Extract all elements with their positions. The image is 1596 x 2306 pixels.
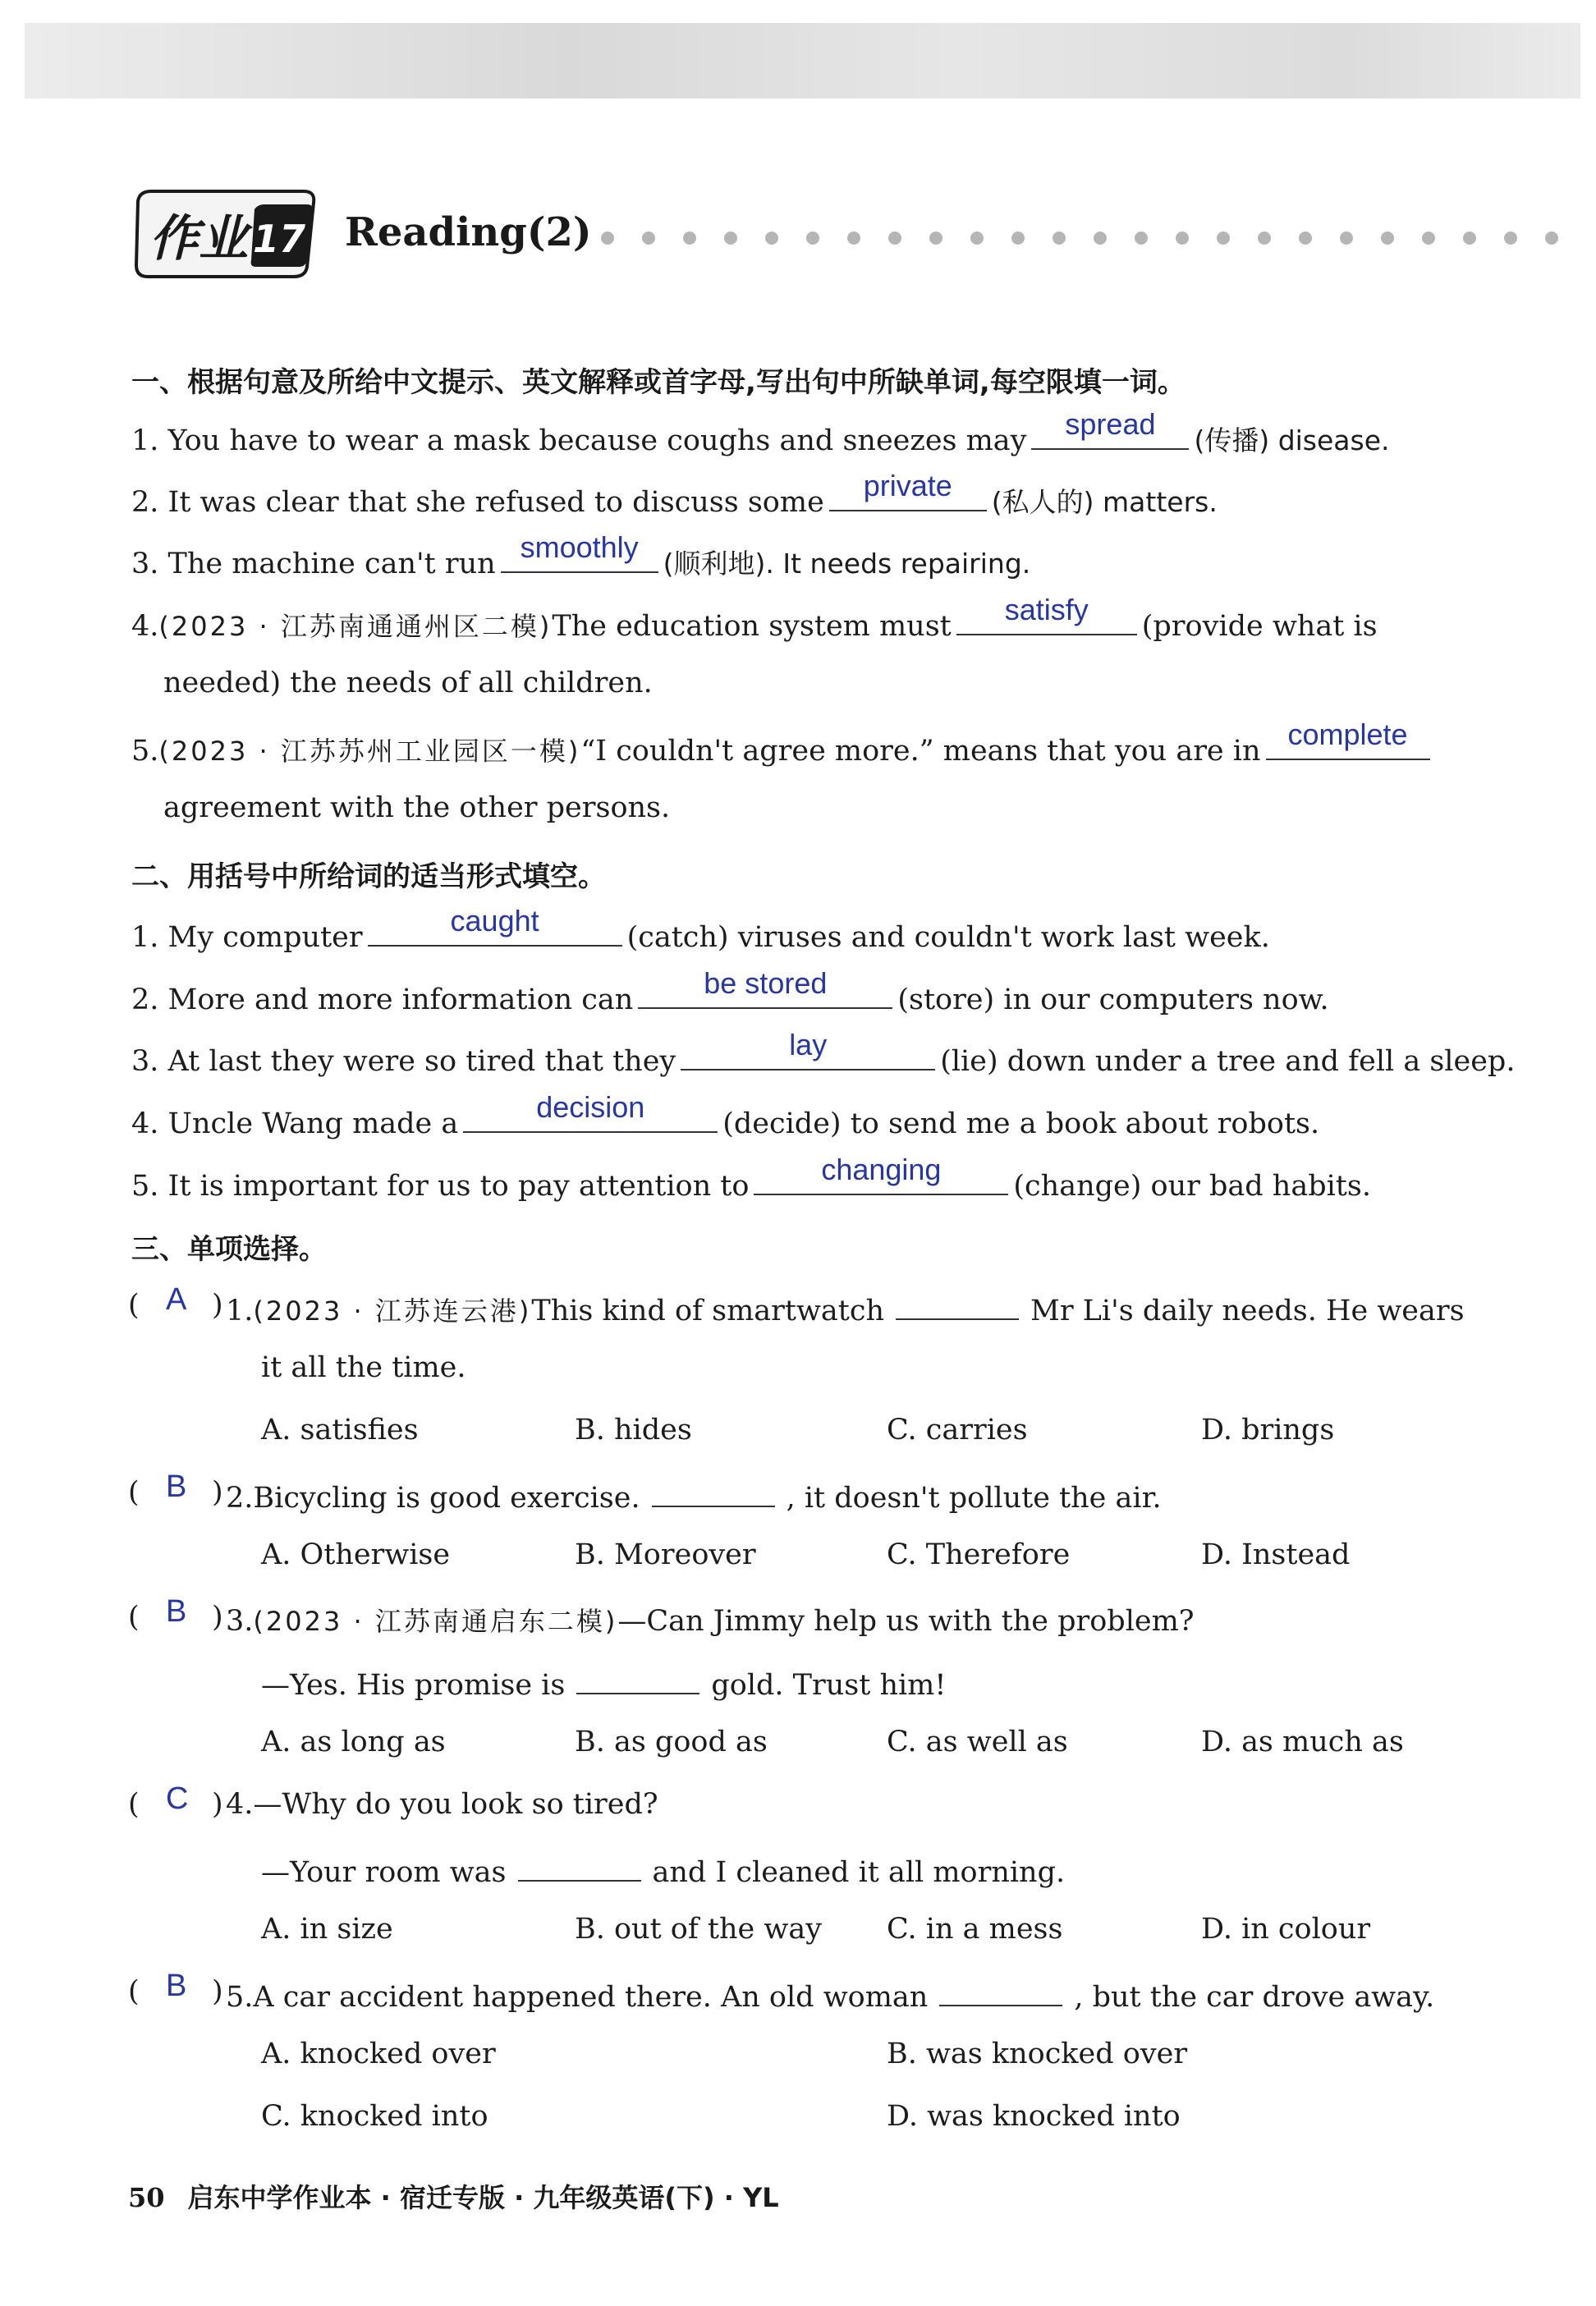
q4-option-a[interactable]: A. in size bbox=[261, 1913, 393, 1946]
q5-option-a[interactable]: A. knocked over bbox=[261, 2038, 496, 2070]
q2-blank bbox=[652, 1476, 775, 1507]
s1-item-2-prompt: 2. It was clear that she refused to discuss some bbox=[131, 486, 824, 519]
q5-answer: B bbox=[166, 1969, 187, 2003]
q5-option-c[interactable]: C. knocked into bbox=[261, 2100, 488, 2133]
q4-open-paren: ( bbox=[128, 1788, 140, 1821]
section-3-heading: 三、单项选择。 bbox=[131, 1233, 327, 1266]
s2-item-5-blank bbox=[754, 1153, 1008, 1195]
homework-label: 作业 bbox=[149, 210, 248, 268]
q1-blank bbox=[896, 1289, 1019, 1320]
q1-option-a[interactable]: A. satisfies bbox=[261, 1414, 419, 1446]
q3-answer: B bbox=[166, 1594, 187, 1629]
s2-item-3-blank bbox=[681, 1028, 935, 1070]
s1-item-3-tail: (顺利地). It needs repairing. bbox=[663, 548, 1031, 580]
q3-option-c[interactable]: C. as well as bbox=[887, 1726, 1068, 1758]
s2-item-1 bbox=[131, 904, 1270, 954]
s1-item-4-prompt: The education system must bbox=[552, 610, 952, 643]
section-2-heading: 二、用括号中所给词的适当形式填空。 bbox=[131, 860, 606, 893]
q5-stem bbox=[226, 1975, 1434, 2014]
q1-continued: it all the time. bbox=[261, 1351, 466, 1384]
q4-stem bbox=[226, 1788, 658, 1821]
q2-option-c[interactable]: C. Therefore bbox=[887, 1538, 1071, 1571]
q3-option-d[interactable]: D. as much as bbox=[1201, 1726, 1404, 1758]
q4-option-c[interactable]: C. in a mess bbox=[887, 1913, 1063, 1946]
q3-continued bbox=[261, 1663, 946, 1702]
q1-number: 1. bbox=[226, 1295, 254, 1327]
s1-item-3 bbox=[131, 530, 1031, 581]
s1-item-2-blank bbox=[829, 469, 987, 511]
q2-number: 2. bbox=[226, 1482, 254, 1515]
q4-option-b[interactable]: B. out of the way bbox=[575, 1913, 822, 1946]
q5-open-paren: ( bbox=[128, 1975, 140, 2008]
s2-item-1-answer: caught bbox=[450, 904, 539, 938]
q5-blank bbox=[939, 1975, 1062, 2006]
s2-item-4-answer: decision bbox=[536, 1090, 645, 1124]
q1-text-a: This kind of smartwatch bbox=[531, 1295, 884, 1327]
s1-item-3-answer: smoothly bbox=[520, 530, 639, 564]
q5-text-b: , but the car drove away. bbox=[1074, 1981, 1435, 2014]
q1-option-d[interactable]: D. brings bbox=[1201, 1414, 1335, 1446]
s1-item-3-prompt: 3. The machine can't run bbox=[131, 548, 496, 580]
s1-item-2-answer: private bbox=[863, 469, 952, 502]
q1-answer: A bbox=[166, 1282, 187, 1317]
q4-text-a: —Why do you look so tired? bbox=[253, 1788, 658, 1821]
s1-item-3-blank bbox=[501, 530, 658, 573]
s2-item-3-prompt: 3. At last they were so tired that they bbox=[131, 1045, 676, 1078]
s1-item-5-source: (2023 · 江苏苏州工业园区一模) bbox=[158, 736, 581, 767]
s1-item-2-tail: (私人的) matters. bbox=[991, 486, 1218, 518]
q3-cont-a: —Yes. His promise is bbox=[261, 1669, 566, 1702]
s2-item-4 bbox=[131, 1090, 1320, 1140]
q4-blank bbox=[518, 1850, 641, 1882]
q4-cont-b: and I cleaned it all morning. bbox=[652, 1856, 1066, 1889]
s2-item-1-blank bbox=[368, 904, 622, 947]
q2-option-b[interactable]: B. Moreover bbox=[575, 1538, 756, 1571]
unit-title: Reading(2) bbox=[345, 209, 592, 255]
s2-item-4-blank bbox=[463, 1090, 718, 1133]
s2-item-3 bbox=[131, 1028, 1516, 1078]
q2-option-a[interactable]: A. Otherwise bbox=[261, 1538, 451, 1571]
s2-item-2-answer: be stored bbox=[704, 966, 828, 1000]
s2-item-1-prompt: 1. My computer bbox=[131, 921, 363, 954]
s1-item-1-prompt: 1. You have to wear a mask because coughs and sneezes may bbox=[131, 424, 1027, 457]
q4-cont-a: —Your room was bbox=[261, 1856, 507, 1889]
q1-source: (2023 · 江苏连云港) bbox=[253, 1295, 532, 1327]
s1-item-4-number: 4. bbox=[131, 610, 159, 643]
s1-item-4-answer: satisfy bbox=[1004, 593, 1089, 626]
q1-text-b: Mr Li's daily needs. He wears bbox=[1030, 1295, 1465, 1327]
page-footer bbox=[128, 2177, 779, 2215]
s1-item-5 bbox=[131, 717, 1435, 768]
q4-answer: C bbox=[166, 1781, 189, 1816]
s1-item-1-blank bbox=[1031, 407, 1189, 450]
s2-item-5 bbox=[131, 1153, 1371, 1203]
s1-item-4-blank bbox=[956, 593, 1137, 635]
q3-open-paren: ( bbox=[128, 1601, 140, 1634]
s1-item-5-prompt: “I couldn't agree more.” means that you are in bbox=[580, 735, 1261, 768]
q1-option-c[interactable]: C. carries bbox=[887, 1414, 1028, 1446]
q3-option-a[interactable]: A. as long as bbox=[261, 1726, 446, 1758]
s1-item-5-blank bbox=[1266, 717, 1430, 760]
q4-close-paren: ) bbox=[212, 1788, 223, 1821]
q3-option-b[interactable]: B. as good as bbox=[575, 1726, 768, 1758]
q2-stem bbox=[226, 1476, 1162, 1515]
q4-option-d[interactable]: D. in colour bbox=[1201, 1913, 1371, 1946]
s2-item-5-prompt: 5. It is important for us to pay attention to bbox=[131, 1170, 750, 1203]
q3-stem bbox=[226, 1601, 1195, 1639]
q5-option-d[interactable]: D. was knocked into bbox=[887, 2100, 1181, 2133]
q2-text-a: Bicycling is good exercise. bbox=[253, 1482, 640, 1515]
s2-item-2-prompt: 2. More and more information can bbox=[131, 983, 634, 1016]
q1-option-b[interactable]: B. hides bbox=[575, 1414, 692, 1446]
s2-item-2-tail: (store) in our computers now. bbox=[897, 983, 1329, 1016]
q2-open-paren: ( bbox=[128, 1476, 140, 1509]
s2-item-2-blank bbox=[638, 966, 892, 1009]
q1-close-paren: ) bbox=[212, 1289, 223, 1322]
s1-item-1-answer: spread bbox=[1065, 407, 1156, 441]
section-1-heading: 一、根据句意及所给中文提示、英文解释或首字母,写出句中所缺单词,每空限填一词。 bbox=[131, 366, 1186, 399]
s2-item-5-tail: (change) our bad habits. bbox=[1013, 1170, 1371, 1203]
s1-item-2 bbox=[131, 469, 1218, 520]
s2-item-3-tail: (lie) down under a tree and fell a sleep. bbox=[940, 1045, 1516, 1078]
q1-stem bbox=[226, 1289, 1465, 1328]
q5-close-paren: ) bbox=[212, 1975, 223, 2008]
q3-blank bbox=[576, 1663, 699, 1694]
q2-option-d[interactable]: D. Instead bbox=[1201, 1538, 1351, 1571]
q4-number: 4. bbox=[226, 1788, 254, 1821]
s2-item-1-tail: (catch) viruses and couldn't work last week. bbox=[626, 921, 1270, 954]
s2-item-4-tail: (decide) to send me a book about robots. bbox=[722, 1107, 1320, 1140]
q2-text-b: , it doesn't pollute the air. bbox=[786, 1482, 1162, 1515]
s1-item-5-answer: complete bbox=[1287, 717, 1408, 751]
q3-close-paren: ) bbox=[212, 1601, 223, 1634]
q3-text-a: —Can Jimmy help us with the problem? bbox=[617, 1605, 1195, 1638]
s2-item-2 bbox=[131, 966, 1329, 1016]
s1-item-1-tail: (传播) disease. bbox=[1194, 424, 1390, 456]
q2-answer: B bbox=[166, 1469, 187, 1504]
q4-continued bbox=[261, 1850, 1065, 1889]
dotted-divider bbox=[599, 230, 1568, 246]
s2-item-3-answer: lay bbox=[789, 1028, 828, 1061]
homework-number: 17 bbox=[252, 217, 305, 261]
q1-open-paren: ( bbox=[128, 1289, 140, 1322]
s1-item-5-number: 5. bbox=[131, 735, 159, 768]
q3-cont-b: gold. Trust him! bbox=[711, 1669, 947, 1702]
q5-number: 5. bbox=[226, 1981, 254, 2014]
s1-item-4-continued: needed) the needs of all children. bbox=[163, 667, 653, 699]
s1-item-4-tail: (provide what is bbox=[1141, 610, 1378, 643]
q2-close-paren: ) bbox=[212, 1476, 223, 1509]
page-number: 50 bbox=[128, 2182, 165, 2213]
q5-text-a: A car accident happened there. An old woman bbox=[253, 1981, 929, 2014]
book-title: 启东中学作业本 · 宿迁专版 · 九年级英语(下) · YL bbox=[187, 2182, 779, 2213]
q3-number: 3. bbox=[226, 1605, 254, 1638]
q3-source: (2023 · 江苏南通启东二模) bbox=[253, 1606, 618, 1637]
s1-item-5-continued: agreement with the other persons. bbox=[163, 791, 671, 824]
q5-option-b[interactable]: B. was knocked over bbox=[887, 2038, 1188, 2070]
s2-item-4-prompt: 4. Uncle Wang made a bbox=[131, 1107, 459, 1140]
s1-item-1 bbox=[131, 407, 1390, 458]
s1-item-4-source: (2023 · 江苏南通通州区二模) bbox=[158, 611, 553, 642]
s1-item-4 bbox=[131, 593, 1378, 644]
s2-item-5-answer: changing bbox=[821, 1153, 942, 1186]
